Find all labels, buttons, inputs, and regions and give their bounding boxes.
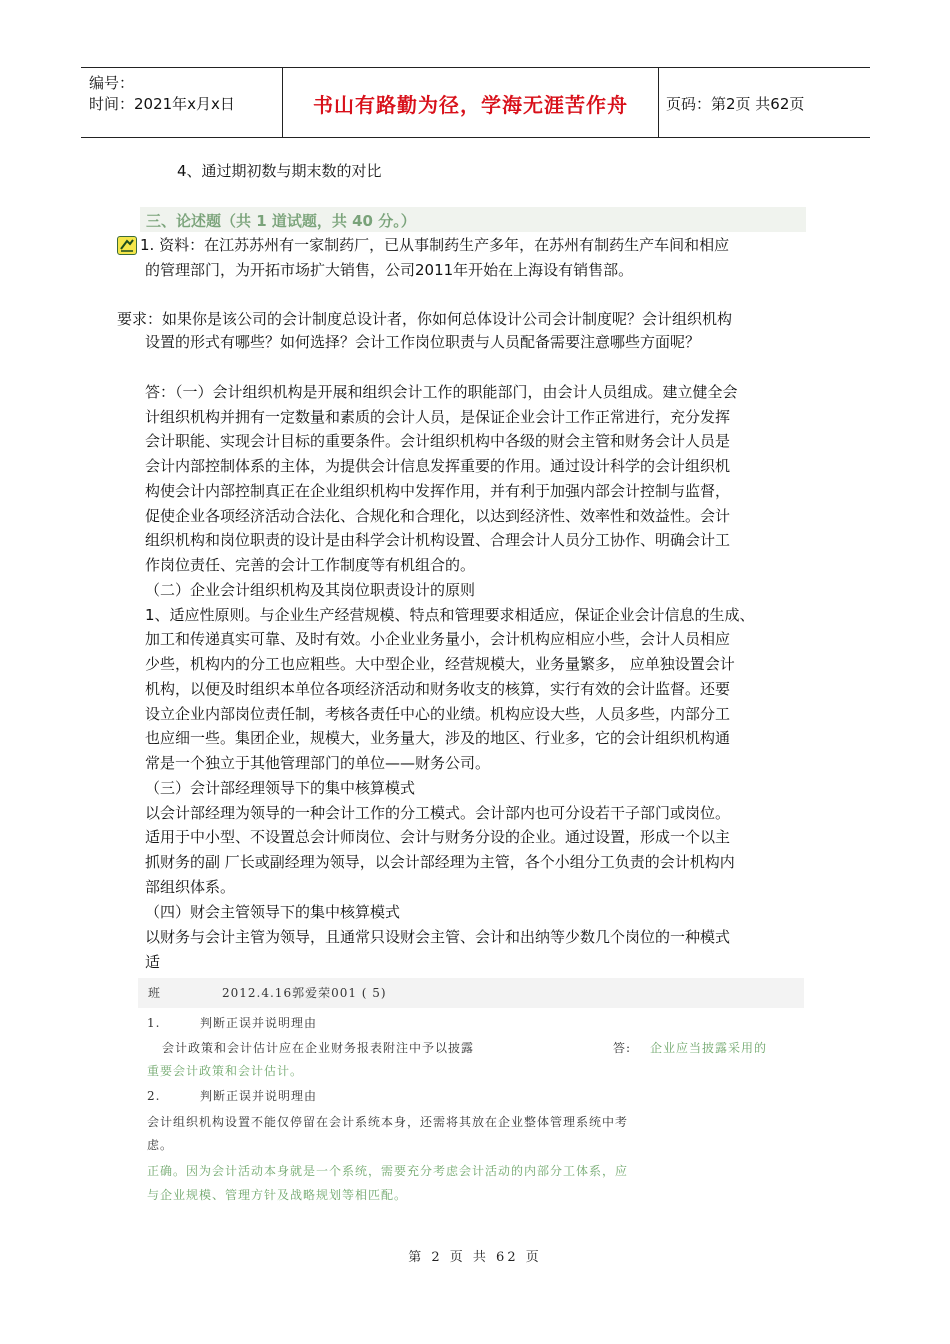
answer-line: 加工和传递真实可靠、及时有效。小企业业务量小，会计机构应相应小些，会计人员相应 <box>145 630 731 648</box>
scan-q1-text: 会计政策和会计估计应在企业财务报表附注中予以披露 <box>162 1041 475 1055</box>
scan-q1-answer: 企业应当披露采用的 <box>650 1041 768 1055</box>
section-heading-bar <box>140 207 806 232</box>
answer-subheading: （三）会计部经理领导下的集中核算模式 <box>145 779 416 797</box>
answer-subheading: （四）财会主管领导下的集中核算模式 <box>145 903 401 921</box>
scan-q2-text: 会计组织机构设置不能仅停留在会计系统本身，还需将其放在企业整体管理系统中考 <box>147 1115 629 1129</box>
scan-class-label: 班 <box>148 986 162 1000</box>
answer-line: 组织机构和岗位职责的设计是由科学会计机构设置、合理会计人员分工协作、明确会计工 <box>145 531 731 549</box>
scan-q2-text: 虑。 <box>147 1138 174 1152</box>
requirement-line: 设置的形式有哪些？如何选择？会计工作岗位职责与人员配备需要注意哪些方面呢？ <box>145 333 701 351</box>
footer-page-number: 第 2 页 共 62 页 <box>408 1250 542 1265</box>
answer-line: 部组织体系。 <box>145 878 236 896</box>
document-number-label: 编号： <box>89 74 135 92</box>
requirement-line: 要求：如果你是该公司的会计制度总设计者，你如何总体设计公司会计制度呢？会计组织机构 <box>117 310 733 328</box>
scan-q1-title: 判断正误并说明理由 <box>200 1016 318 1030</box>
answer-line: 以会计部经理为领导的一种会计工作的分工模式。会计部内也可分设若干子部门或岗位。 <box>145 804 731 822</box>
answer-line: 也应细一些。集团企业，规模大，业务量大，涉及的地区、行业多，它的会计组织机构通 <box>145 729 731 747</box>
document-time-label: 时间：2021年x月x日 <box>89 95 235 113</box>
answer-subheading: （二）企业会计组织机构及其岗位职责设计的原则 <box>145 581 476 599</box>
header-info-cell <box>81 68 281 137</box>
scan-q2-title: 判断正误并说明理由 <box>200 1089 318 1103</box>
section-title: 三、论述题（共 1 道试题，共 40 分。） <box>146 212 416 230</box>
header-page-number: 页码：第2页 共62页 <box>666 95 805 113</box>
item-4-text: 4、通过期初数与期末数的对比 <box>177 162 382 180</box>
answer-line: 计组织机构并拥有一定数量和素质的会计人员，是保证企业会计工作正常进行，充分发挥 <box>145 408 731 426</box>
answer-line: 适 <box>145 953 161 971</box>
answer-line: 适用于中小型、不设置总会计师岗位、会计与财务分设的企业。通过设置，形成一个以主 <box>145 828 731 846</box>
answer-line: 构使会计内部控制真正在企业组织机构中发挥作用，并有利于加强内部会计控制与监督， <box>145 482 731 500</box>
answer-line: 设立企业内部岗位责任制，考核各责任中心的业绩。机构应设大些，人员多些，内部分工 <box>145 705 731 723</box>
question-1-line: 1. 资料：在江苏苏州有一家制药厂，已从事制药生产多年，在苏州有制药生产车间和相应 <box>140 236 730 254</box>
answer-line: 答：（一）会计组织机构是开展和组织会计工作的职能部门，由会计人员组成。建立健全会 <box>145 383 738 401</box>
question-icon[interactable] <box>117 236 137 255</box>
header-divider <box>658 68 659 137</box>
scan-q2-number: 2. <box>147 1089 161 1103</box>
answer-line: 以财务与会计主管为领导，且通常只设财会主管、会计和出纳等少数几个岗位的一种模式 <box>145 928 731 946</box>
answer-line: 会计职能、实现会计目标的重要条件。会计组织机构中各级的财会主管和财务会计人员是 <box>145 432 731 450</box>
answer-line: 机构，以便及时组织本单位各项经济活动和财务收支的核算，实行有效的会计监督。还要 <box>145 680 731 698</box>
scan-q2-answer: 正确。因为会计活动本身就是一个系统，需要充分考虑会计活动的内部分工体系，应 <box>147 1164 629 1178</box>
answer-line: 1、适应性原则。与企业生产经营规模、特点和管理要求相适应，保证企业会计信息的生成、 <box>145 606 755 624</box>
answer-line: 抓财务的副 厂长或副经理为领导，以会计部经理为主管，各个小组分工负责的会计机构内 <box>145 853 735 871</box>
header-motto: 书山有路勤为径，学海无涯苦作舟 <box>313 93 628 117</box>
question-1-line: 的管理部门，为开拓市场扩大销售，公司2011年开始在上海设有销售部。 <box>145 261 634 279</box>
scan-q1-number: 1. <box>147 1016 161 1030</box>
answer-line: 会计内部控制体系的主体，为提供会计信息发挥重要的作用。通过设计科学的会计组织机 <box>145 457 731 475</box>
answer-line: 常是一个独立于其他管理部门的单位——财务公司。 <box>145 754 491 772</box>
answer-line: 作岗位责任、完善的会计工作制度等有机组合的。 <box>145 556 476 574</box>
scan-q2-answer: 与企业规模、管理方针及战略规划等相匹配。 <box>147 1188 408 1202</box>
answer-line: 少些，机构内的分工也应粗些。大中型企业，经营规模大，业务量繁多， 应单独设置会计 <box>145 655 735 673</box>
scan-q1-answer-label: 答: <box>613 1041 632 1055</box>
scan-q1-answer: 重要会计政策和会计估计。 <box>147 1064 304 1078</box>
scan-class-info: 2012.4.16郭爱荣001 ( 5) <box>222 986 387 1000</box>
answer-line: 促使企业各项经济活动合法化、合规化和合理化，以达到经济性、效率性和效益性。会计 <box>145 507 731 525</box>
header-table <box>81 67 870 138</box>
